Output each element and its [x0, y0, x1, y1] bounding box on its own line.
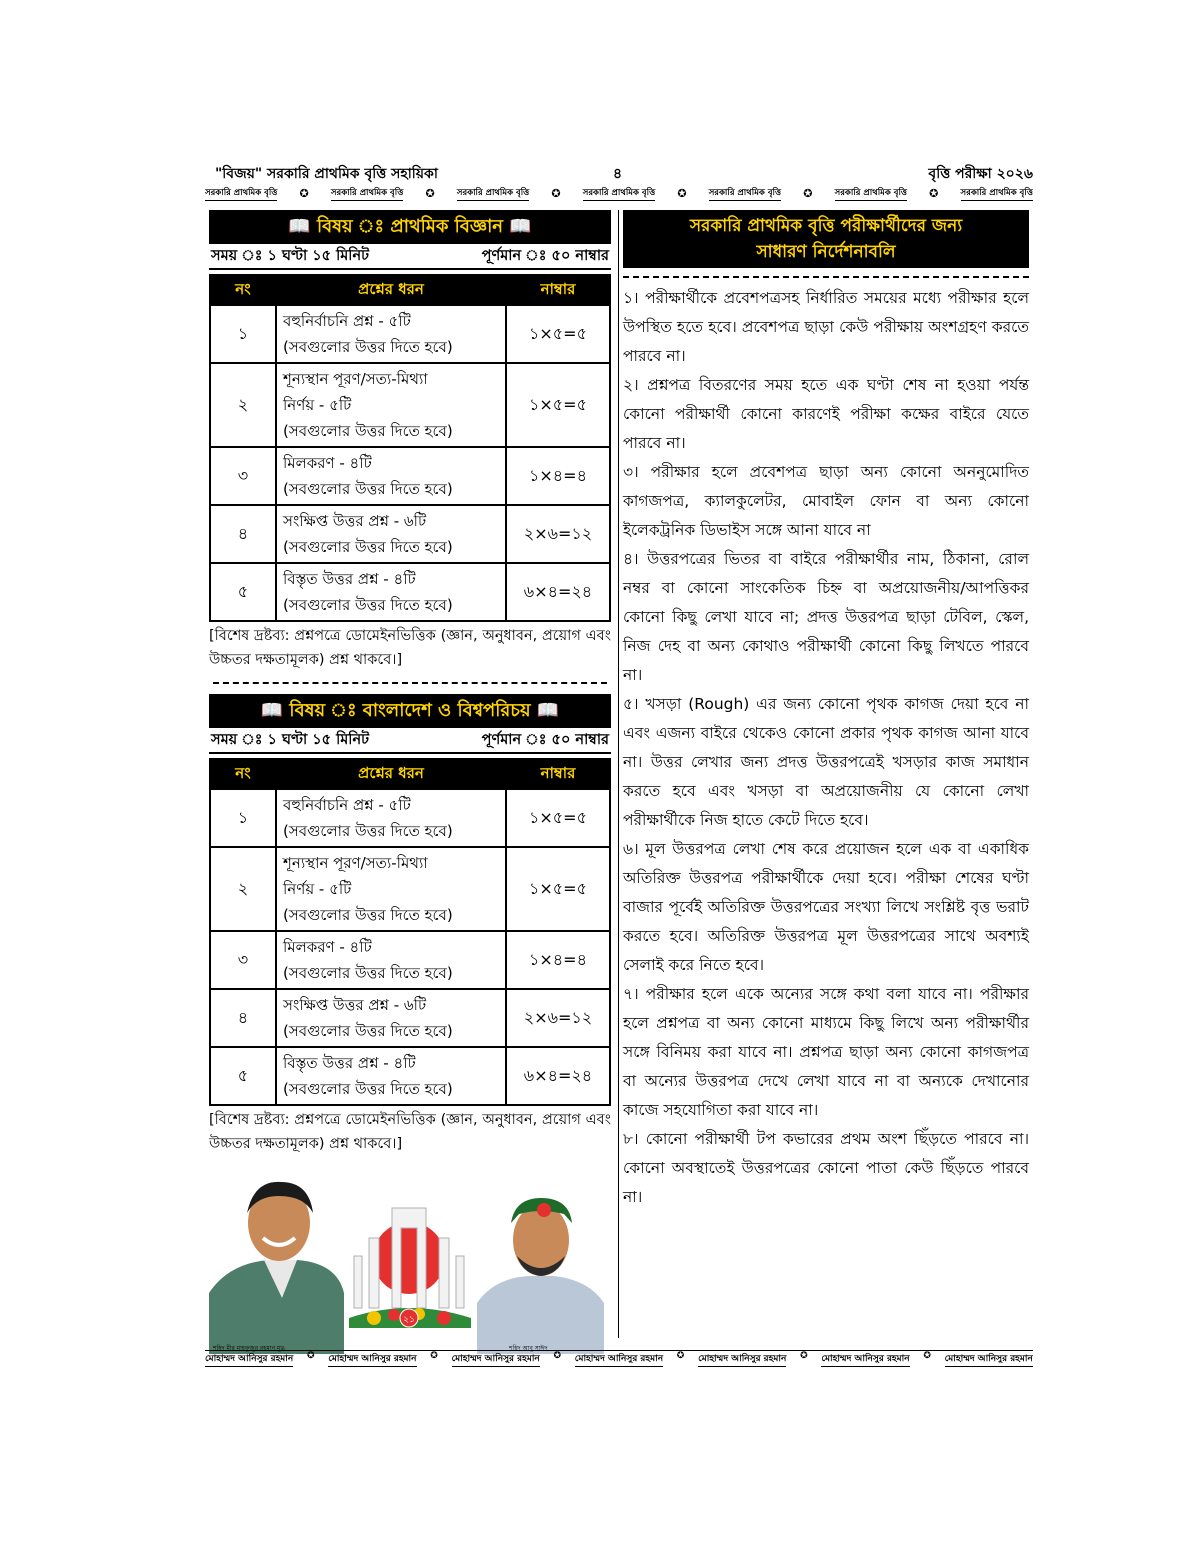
star-icon: ✪ [677, 186, 687, 200]
col-header-type: প্রশ্নের ধরন [276, 759, 506, 789]
subject-full-marks: পূর্ণমান ঃ ৫০ নাম্বার [481, 248, 609, 264]
question-pattern-table [209, 274, 611, 622]
table-row [210, 505, 610, 563]
instruction-item: ৫। খসড়া (Rough) এর জন্য কোনো পৃথক কাগজ দেয়া হবে না এবং এজন্য বাইরে থেকেও কোনো প্রকার পৃথক কাগজ আনা যাবে না। উত্তর লেখার জন্য প্রদত্ত উত্তরপত্রেই খসড়ার কাজ সমাধান করতে হবে এবং খসড়া বা অপ্রয়োজনীয় যে কোনো লেখা পরীক্ষার্থীকে নিজ হাতে কেটে দিতে হবে। [623, 695, 1029, 829]
col-header-type: প্রশ্নের ধরন [276, 275, 506, 305]
col-header-marks: নাম্বার [506, 275, 610, 305]
table-row [210, 1047, 610, 1105]
col-header-marks: নাম্বার [506, 759, 610, 789]
row-number: ৪ [210, 989, 276, 1047]
table-row [210, 447, 610, 505]
question-type-line: শূন্যস্থান পূরণ/সত্য-মিথ্যা [283, 370, 428, 388]
strip-item: মোহাম্মদ আনিসুর রহমান [575, 1351, 663, 1367]
row-marks: ১×৫=৫ [506, 305, 610, 363]
question-type [276, 563, 506, 621]
dashed-separator [213, 682, 607, 684]
row-marks: ১×৫=৫ [506, 363, 610, 447]
question-type-line: সংক্ষিপ্ত উত্তর প্রশ্ন - ৬টি [283, 996, 427, 1014]
table-row [210, 305, 610, 363]
table-row [210, 931, 610, 989]
page-header [205, 160, 1033, 182]
row-marks: ২×৬=১২ [506, 989, 610, 1047]
left-column [209, 210, 611, 1156]
question-type-line: (সবগুলোর উত্তর দিতে হবে) [283, 480, 453, 498]
instruction-item: ৭। পরীক্ষার হলে একে অন্যের সঙ্গে কথা বলা যাবে না। পরীক্ষার হলে প্রশ্নপত্র বা অন্য কোনো মাধ্যমে কিছু লিখে অন্য পরীক্ষার্থীর সঙ্গে বিনিময় করা যাবে না। প্রশ্নপত্র ছাড়া অন্য কোনো কাগজপত্র বা অন্যের উত্তরপত্র দেখে লেখা যাবে না বা অন্যকে দেখানোর কাজে সহযোগিতা করা যাবে না। [623, 985, 1029, 1119]
question-type [276, 447, 506, 505]
col-header-no: নং [210, 759, 276, 789]
star-icon: ✪ [676, 1351, 685, 1361]
shaheed-minar-icon [349, 1208, 471, 1328]
star-icon: ✪ [800, 1351, 808, 1361]
star-icon: ✪ [553, 1351, 562, 1361]
subject-meta [209, 728, 611, 754]
subject-block [209, 694, 611, 1156]
instructions-title [623, 210, 1029, 268]
header-decor-strip [205, 184, 1033, 202]
question-type [276, 847, 506, 931]
question-type [276, 1047, 506, 1105]
question-type-line: বিস্তৃত উত্তর প্রশ্ন - ৪টি [283, 570, 416, 588]
instruction-item: ৮। কোনো পরীক্ষার্থী টপ কভারের প্রথম অংশ ছিঁড়তে পারবে না। কোনো অবস্থাতেই উত্তরপত্রের কোনো পাতা কেউ ছিঁড়তে পারবে না। [623, 1130, 1029, 1206]
subject-title: 📖 বিষয় ঃ প্রাথমিক বিজ্ঞান 📖 [209, 210, 611, 244]
question-type [276, 789, 506, 847]
question-type [276, 363, 506, 447]
dashed-separator [623, 276, 1029, 278]
question-type [276, 989, 506, 1047]
row-number: ৩ [210, 447, 276, 505]
row-number: ১ [210, 789, 276, 847]
row-marks: ১×৫=৫ [506, 847, 610, 931]
subject-full-marks: পূর্ণমান ঃ ৫০ নাম্বার [481, 732, 609, 748]
col-header-no: নং [210, 275, 276, 305]
question-pattern-table [209, 758, 611, 1106]
header-page-number: ৪ [613, 166, 623, 182]
star-icon: ✪ [803, 186, 813, 200]
question-type-line: (সবগুলোর উত্তর দিতে হবে) [283, 822, 453, 840]
row-number: ২ [210, 363, 276, 447]
question-type-line: বহুনির্বাচনি প্রশ্ন - ৫টি [283, 796, 411, 814]
row-number: ৪ [210, 505, 276, 563]
star-icon: ✪ [929, 186, 939, 200]
strip-item: মোহাম্মদ আনিসুর রহমান [945, 1351, 1033, 1367]
question-type-line: (সবগুলোর উত্তর দিতে হবে) [283, 338, 453, 356]
question-type-line: মিলকরণ - ৪টি [283, 454, 372, 472]
row-marks: ৬×৪=২৪ [506, 563, 610, 621]
question-type [276, 931, 506, 989]
portrait-right [477, 1198, 604, 1354]
star-icon: ✪ [923, 1351, 931, 1361]
table-row [210, 789, 610, 847]
question-type [276, 505, 506, 563]
row-marks: ১×৪=৪ [506, 447, 610, 505]
right-column [623, 210, 1029, 1212]
row-marks: ৬×৪=২৪ [506, 1047, 610, 1105]
row-number: ২ [210, 847, 276, 931]
strip-item: সরকারি প্রাথমিক বৃত্তি [331, 186, 403, 201]
row-number: ৫ [210, 1047, 276, 1105]
question-type-line: সংক্ষিপ্ত উত্তর প্রশ্ন - ৬টি [283, 512, 427, 530]
instructions-list [623, 284, 1029, 1212]
monument-badge: ২১ [403, 1315, 415, 1325]
martyrs-illustration [209, 1168, 611, 1354]
question-type-line: (সবগুলোর উত্তর দিতে হবে) [283, 906, 453, 924]
row-number: ৩ [210, 931, 276, 989]
star-icon: ✪ [307, 1351, 315, 1361]
star-icon: ✪ [430, 1351, 438, 1361]
question-type-line: শূন্যস্থান পূরণ/সত্য-মিথ্যা [283, 854, 428, 872]
question-type-line: (সবগুলোর উত্তর দিতে হবে) [283, 538, 453, 556]
question-type [276, 305, 506, 363]
strip-item: সরকারি প্রাথমিক বৃত্তি [709, 186, 781, 201]
instruction-item: ১। পরীক্ষার্থীকে প্রবেশপত্রসহ নির্ধারিত সময়ের মধ্যে পরীক্ষার হলে উপস্থিত হতে হবে। প্রবেশপত্র ছাড়া কেউ পরীক্ষায় অংশগ্রহণ করতে পারবে না। [623, 289, 1029, 365]
question-type-line: (সবগুলোর উত্তর দিতে হবে) [283, 1080, 453, 1098]
strip-item: সরকারি প্রাথমিক বৃত্তি [835, 186, 907, 201]
subject-block [209, 210, 611, 684]
table-row [210, 363, 610, 447]
star-icon: ✪ [551, 186, 561, 200]
page [205, 160, 1033, 1370]
instruction-item: ৬। মূল উত্তরপত্র লেখা শেষ করে প্রয়োজন হলে এক বা একাধিক অতিরিক্ত উত্তরপত্র পরীক্ষার্থীকে দেয়া হবে। পরীক্ষা শেষের ঘণ্টা বাজার পূর্বেই অতিরিক্ত উত্তরপত্রের সংখ্যা লিখে সংশ্লিষ্ট বৃত্ত ভরাট করতে হবে। অতিরিক্ত উত্তরপত্র মূল উত্তরপত্রের সাথে অবশ্যই সেলাই করে নিতে হবে। [623, 840, 1029, 974]
special-note: [বিশেষ দ্রষ্টব্য: প্রশ্নপত্রে ডোমেইনভিত্তিক (জ্ঞান, অনুধাবন, প্রয়োগ এবং উচ্চতর দক্ষতামূলক) প্রশ্ন থাকবে।] [209, 628, 611, 668]
strip-item: সরকারি প্রাথমিক বৃত্তি [457, 186, 529, 201]
question-type-line: বহুনির্বাচনি প্রশ্ন - ৫টি [283, 312, 411, 330]
subject-time: সময় ঃ ১ ঘণ্টা ১৫ মিনিট [211, 732, 370, 748]
question-type-line: মিলকরণ - ৪টি [283, 938, 372, 956]
row-marks: ১×৫=৫ [506, 789, 610, 847]
subject-time: সময় ঃ ১ ঘণ্টা ১৫ মিনিট [211, 248, 370, 264]
question-type-line: (সবগুলোর উত্তর দিতে হবে) [283, 422, 453, 440]
question-type-line: নির্ণয় - ৫টি [283, 396, 352, 414]
caption-left: শহিদ মীর মাহফুজুর রহমান মুগ্ধ [213, 1345, 285, 1352]
footer-decor-strip [205, 1350, 1033, 1367]
question-type-line: বিস্তৃত উত্তর প্রশ্ন - ৪টি [283, 1054, 416, 1072]
caption-right: শহিদ আবু সাঈদ [509, 1345, 548, 1352]
star-icon: ✪ [299, 186, 309, 200]
instructions-title-line2: সাধারণ নির্দেশনাবলি [756, 242, 896, 262]
subject-title: 📖 বিষয় ঃ বাংলাদেশ ও বিশ্বপরিচয় 📖 [209, 694, 611, 728]
strip-item: মোহাম্মদ আনিসুর রহমান [328, 1351, 416, 1367]
special-note: [বিশেষ দ্রষ্টব্য: প্রশ্নপত্রে ডোমেইনভিত্তিক (জ্ঞান, অনুধাবন, প্রয়োগ এবং উচ্চতর দক্ষতামূলক) প্রশ্ন থাকবে।] [209, 1112, 611, 1152]
column-divider [618, 210, 619, 1338]
portrait-left [209, 1182, 344, 1354]
row-marks: ১×৪=৪ [506, 931, 610, 989]
row-number: ৫ [210, 563, 276, 621]
instruction-item: ৩। পরীক্ষার হলে প্রবেশপত্র ছাড়া অন্য কোনো অননুমোদিত কাগজপত্র, ক্যালকুলেটর, মোবাইল ফোন বা অন্য কোনো ইলেকট্রনিক ডিভাইস সঙ্গে আনা যাবে না [623, 463, 1029, 539]
strip-item: মোহাম্মদ আনিসুর রহমান [452, 1351, 540, 1367]
strip-item: সরকারি প্রাথমিক বৃত্তি [961, 186, 1033, 201]
strip-item: মোহাম্মদ আনিসুর রহমান [821, 1351, 909, 1367]
question-type-line: (সবগুলোর উত্তর দিতে হবে) [283, 1022, 453, 1040]
instructions-title-line1: সরকারি প্রাথমিক বৃত্তি পরীক্ষার্থীদের জন্য [689, 216, 963, 236]
strip-item: মোহাম্মদ আনিসুর রহমান [205, 1351, 293, 1367]
instruction-item: ২। প্রশ্নপত্র বিতরণের সময় হতে এক ঘণ্টা শেষ না হওয়া পর্যন্ত কোনো পরীক্ষার্থী কোনো কারণেই পরীক্ষা কক্ষের বাইরে যেতে পারবে না। [623, 376, 1029, 452]
table-row [210, 563, 610, 621]
table-row [210, 847, 610, 931]
subject-meta [209, 244, 611, 270]
table-row [210, 989, 610, 1047]
question-type-line: (সবগুলোর উত্তর দিতে হবে) [283, 964, 453, 982]
row-marks: ২×৬=১২ [506, 505, 610, 563]
row-number: ১ [210, 305, 276, 363]
strip-item: মোহাম্মদ আনিসুর রহমান [698, 1351, 786, 1367]
question-type-line: নির্ণয় - ৫টি [283, 880, 352, 898]
strip-item: সরকারি প্রাথমিক বৃত্তি [205, 186, 277, 201]
subjects [209, 210, 611, 1156]
strip-item: সরকারি প্রাথমিক বৃত্তি [583, 186, 655, 201]
header-book-title: "বিজয়" সরকারি প্রাথমিক বৃত্তি সহায়িকা [215, 166, 438, 182]
instruction-item: ৪। উত্তরপত্রের ভিতর বা বাইরে পরীক্ষার্থীর নাম, ঠিকানা, রোল নম্বর বা কোনো সাংকেতিক চিহ্ন বা অপ্রয়োজনীয়/আপত্তিকর কোনো কিছু লেখা যাবে না; প্রদত্ত উত্তরপত্র ছাড়া টেবিল, স্কেল, নিজ দেহ বা অন্য কোথাও পরীক্ষার্থী কোনো কিছু লিখতে পারবে না। [623, 550, 1029, 684]
question-type-line: (সবগুলোর উত্তর দিতে হবে) [283, 596, 453, 614]
header-exam-title: বৃত্তি পরীক্ষা ২০২৬ [928, 166, 1033, 182]
star-icon: ✪ [425, 186, 435, 200]
